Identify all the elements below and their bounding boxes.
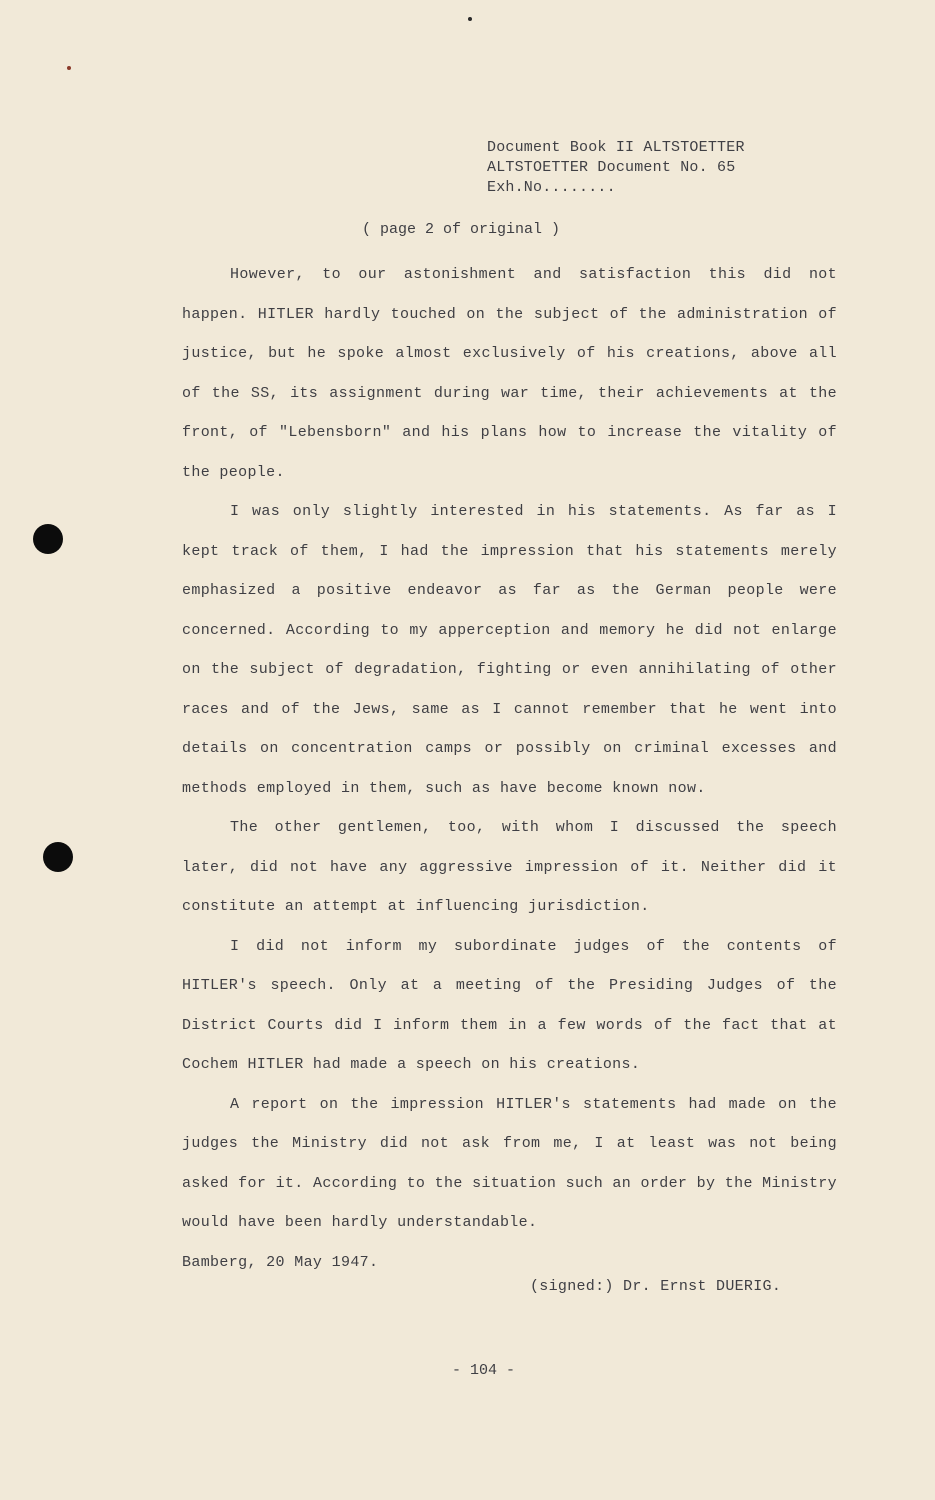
body-paragraph: The other gentlemen, too, with whom I discussed the speech later, did not have any aggressive impression of it. Neither did it constitute an attempt at influencing jurisdiction.: [182, 819, 837, 915]
document-number-line: ALTSTOETTER Document No. 65: [487, 159, 736, 176]
page-number: - 104 -: [452, 1362, 516, 1379]
page-of-original-note: ( page 2 of original ): [362, 221, 561, 238]
document-book-line: Document Book II ALTSTOETTER: [487, 139, 745, 156]
document-reference-header: [487, 138, 745, 198]
body-paragraph: I did not inform my subordinate judges of the contents of HITLER's speech. Only at a meeting of the Presiding Judges of the District Courts did I inform them in a few words of the fact that at Cochem HITLER had made a speech on his creations.: [182, 937, 837, 1073]
body-paragraph: However, to our astonishment and satisfaction this did not happen. HITLER hardly touched on the subject of the administration of justice, but he spoke almost exclusively of his creations, above all of the SS, its assignment during war time, their achievements at the front, of "Lebensborn" and his plans how to increase the vitality of the people.: [182, 266, 837, 481]
date-line: Bamberg, 20 May 1947.: [182, 1253, 379, 1271]
ink-speck: [67, 66, 71, 70]
document-body: [182, 255, 837, 1282]
signature-line: (signed:) Dr. Ernst DUERIG.: [530, 1278, 782, 1295]
body-paragraph: A report on the impression HITLER's statements had made on the judges the Ministry did not ask from me, I at least was not being asked for it. According to the situation such an order by the Ministry would have been hardly understandable.: [182, 1095, 837, 1231]
punch-hole-top: [33, 524, 63, 554]
exhibit-number-line: Exh.No........: [487, 179, 616, 196]
ink-speck: [468, 17, 472, 21]
punch-hole-bottom: [43, 842, 73, 872]
body-paragraph: I was only slightly interested in his statements. As far as I kept track of them, I had the impression that his statements merely emphasized a positive endeavor as far as the German people were concerned. According to my apperception and memory he did not enlarge on the subject of degradation, fighting or even annihilating of other races and of the Jews, same as I cannot remember that he went into details on concentration camps or possibly on criminal excesses and methods employed in them, such as have become known now.: [182, 503, 837, 797]
